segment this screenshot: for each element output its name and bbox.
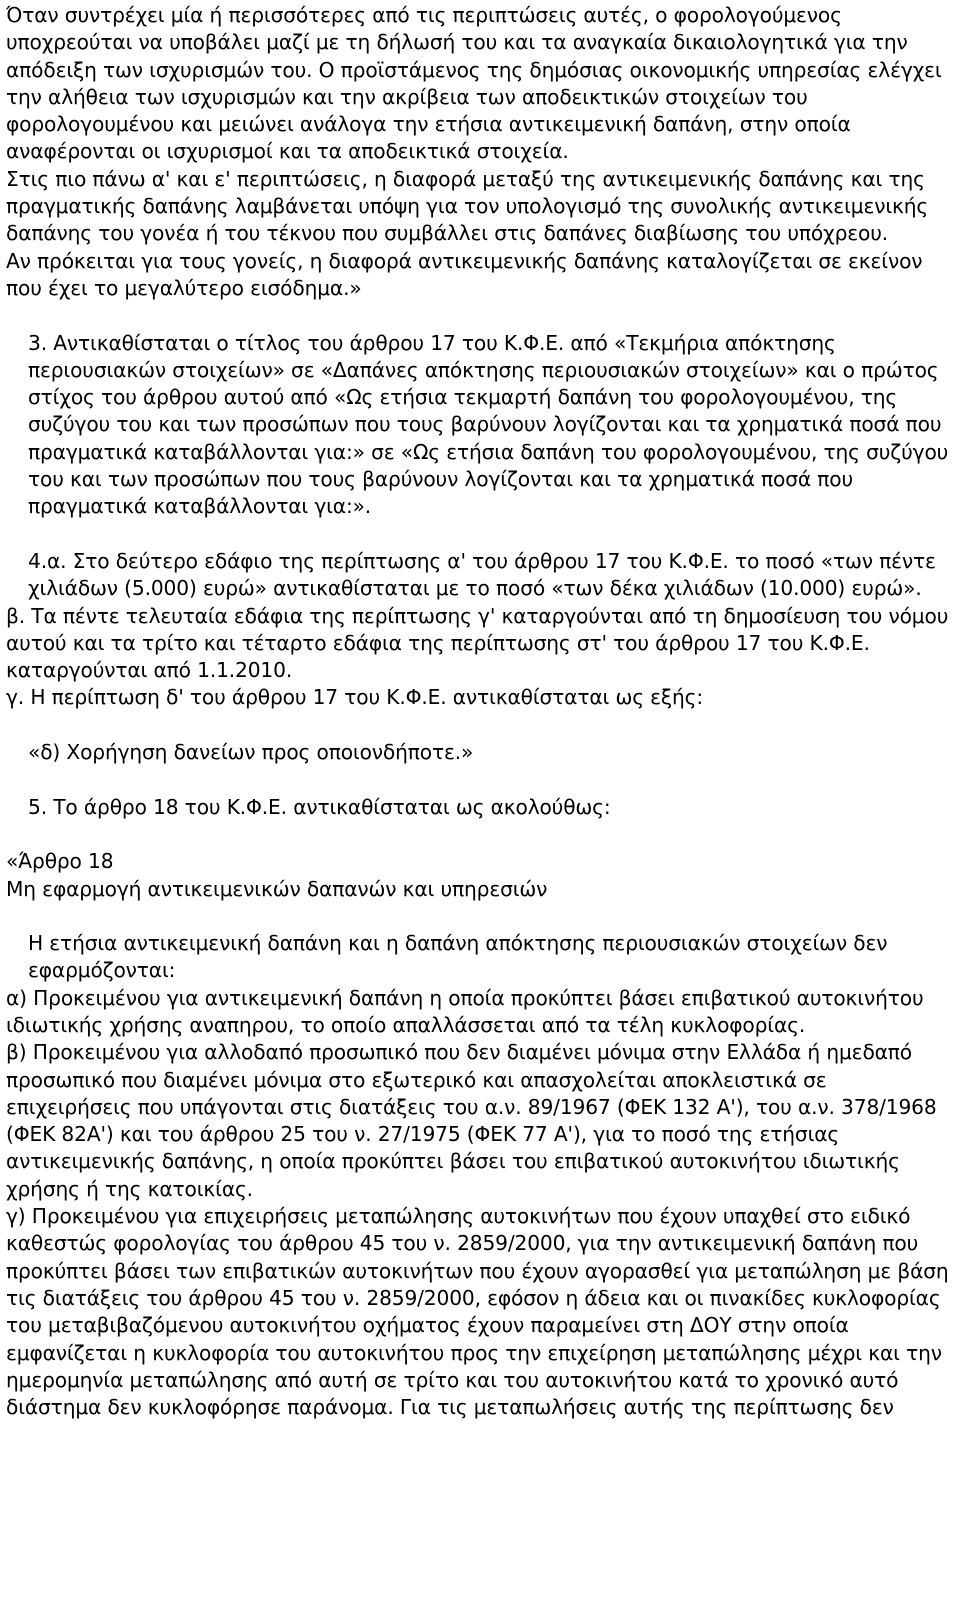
paragraph-parents: Αν πρόκειται για τους γονείς, η διαφορά αντικειμενικής δαπάνης καταλογίζεται σε εκείνον που έχει το μεγαλύτερο εισόδημα.»: [6, 248, 929, 300]
paragraph-article-intro: Η ετήσια αντικειμενική δαπάνη και η δαπάνη απόκτησης περιουσιακών στοιχείων δεν εφαρμόζονται:: [28, 931, 894, 983]
paragraph-cases-a-e: Στις πιο πάνω α' και ε' περιπτώσεις, η διαφορά μεταξύ της αντικειμενικής δαπάνης και της πραγματικής δαπάνης λαμβάνεται υπόψη για τον υπολογισμό της συνολικής αντικειμενικής δαπάνης του γονέα ή του τέκνου που συμβάλλει στις δαπάνες διαβίωσης του υπόχρεου.: [6, 166, 935, 246]
article-title: Μη εφαρμογή αντικειμενικών δαπανών και υπηρεσιών: [6, 876, 548, 901]
spacer: [6, 821, 950, 848]
paragraph-case-c: γ) Προκειμένου για επιχειρήσεις μεταπώλησης αυτοκινήτων που έχουν υπαχθεί στο ειδικό καθεστώς φορολογίας του άρθρου 45 του ν. 2859/2000, για την αντικειμενική δαπάνη που προκύπτει βάσει των επιβατικών αυτοκινήτων που έχουν αγορασθεί για μεταπώληση με βάση τις διατάξεις του άρθρου 45 του ν. 2859/2000, εφόσον η άδεια και οι πινακίδες κυκλοφορίας του μεταβιβαζόμενου αυτοκινήτου οχήματος έχουν παραμείνει στη ΔΟΥ στην οποία εμφανίζεται η κυκλοφορία του αυτοκινήτου προς την επιχείρηση μεταπώλησης μέχρι και την ημερομηνία μεταπώλησης από αυτή σε τρίτο και του αυτοκινήτου κατά το χρονικό αυτό διάστημα δεν κυκλοφόρησε παράνομα. Για τις μεταπωλήσεις αυτής της περίπτωσης δεν: [6, 1204, 955, 1420]
spacer: [6, 521, 950, 548]
paragraph-intro: Όταν συντρέχει μία ή περισσότερες από τις περιπτώσεις αυτές, ο φορολογούμενος υποχρεούται να υποβάλει μαζί με τη δήλωσή του και τα αναγκαία δικαιολογητικά για την απόδειξη των ισχυρισμών του. Ο προϊστάμενος της δημόσιας οικονομικής υπηρεσίας ελέγχει την αλήθεια των ισχυρισμών και την ακρίβεια των αποδεικτικών στοιχείων του φορολογουμένου και μειώνει ανάλογα την ετήσια αντικειμενική δαπάνη, στην οποία αναφέρονται οι ισχυρισμοί και τα αποδεικτικά στοιχεία.: [6, 3, 948, 164]
paragraph-item-4c: γ. Η περίπτωση δ' του άρθρου 17 του Κ.Φ.Ε. αντικαθίσταται ως εξής:: [6, 685, 704, 710]
paragraph-case-b: β) Προκειμένου για αλλοδαπό προσωπικό που δεν διαμένει μόνιμα στην Ελλάδα ή ημεδαπό προσωπικό που διαμένει μόνιμα στο εξωτερικό και απασχολείται αποκλειστικά σε επιχειρήσεις που υπάγονται στις διατάξεις του α.ν. 89/1967 (ΦΕΚ 132 Α'), του α.ν. 378/1968 (ΦΕΚ 82Α') και του άρθρου 25 του ν. 27/1975 (ΦΕΚ 77 Α'), για το ποσό της ετήσιας αντικειμενικής δαπάνης, η οποία προκύπτει βάσει του επιβατικού αυτοκινήτου ιδιωτικής χρήσης ή της κατοικίας.: [6, 1040, 943, 1201]
spacer: [6, 712, 950, 739]
paragraph-quote-d: «δ) Χορήγηση δανείων προς οποιονδήποτε.»: [28, 740, 474, 765]
spacer: [6, 302, 950, 329]
paragraph-item-4a: 4.α. Στο δεύτερο εδάφιο της περίπτωσης α' του άρθρου 17 του Κ.Φ.Ε. το ποσό «των πέντε χιλιάδων (5.000) ευρώ» αντικαθίσταται με το ποσό «των δέκα χιλιάδων (10.000) ευρώ».: [28, 548, 943, 601]
article-heading: «Άρθρο 18: [6, 849, 114, 874]
paragraph-item-5: 5. Το άρθρο 18 του Κ.Φ.Ε. αντικαθίσταται ως ακολούθως:: [28, 794, 611, 819]
paragraph-item-3: 3. Αντικαθίσταται ο τίτλος του άρθρου 17 του Κ.Φ.Ε. από «Τεκμήρια απόκτησης περιουσιακών στοιχείων» σε «Δαπάνες απόκτησης περιουσιακών στοιχείων» και ο πρώτος στίχος του άρθρου αυτού από «Ως ετήσια τεκμαρτή δαπάνη του φορολογουμένου, της συζύγου του και των προσώπων που τους βαρύνουν λογίζονται και τα χρηματικά ποσά που πραγματικά καταβάλλονται για:» σε «Ως ετήσια δαπάνη του φορολογουμένου, της συζύγου του και των προσώπων που τους βαρύνουν λογίζονται και τα χρηματικά ποσά που πραγματικά καταβάλλονται για:».: [28, 330, 955, 519]
paragraph-item-4b: β. Τα πέντε τελευταία εδάφια της περίπτωσης γ' καταργούνται από τη δημοσίευση του νόμου αυτού και τα τρίτο και τέταρτο εδάφια της περίπτωσης στ' του άρθρου 17 του Κ.Φ.Ε. καταργούνται από 1.1.2010.: [6, 603, 955, 683]
spacer: [6, 766, 950, 793]
spacer: [6, 903, 950, 930]
paragraph-case-a: α) Προκειμένου για αντικειμενική δαπάνη η οποία προκύπτει βάσει επιβατικού αυτοκινήτου ιδιωτικής χρήσης αναπηρου, το οποίο απαλλάσσεται από τα τέλη κυκλοφορίας.: [6, 985, 930, 1037]
